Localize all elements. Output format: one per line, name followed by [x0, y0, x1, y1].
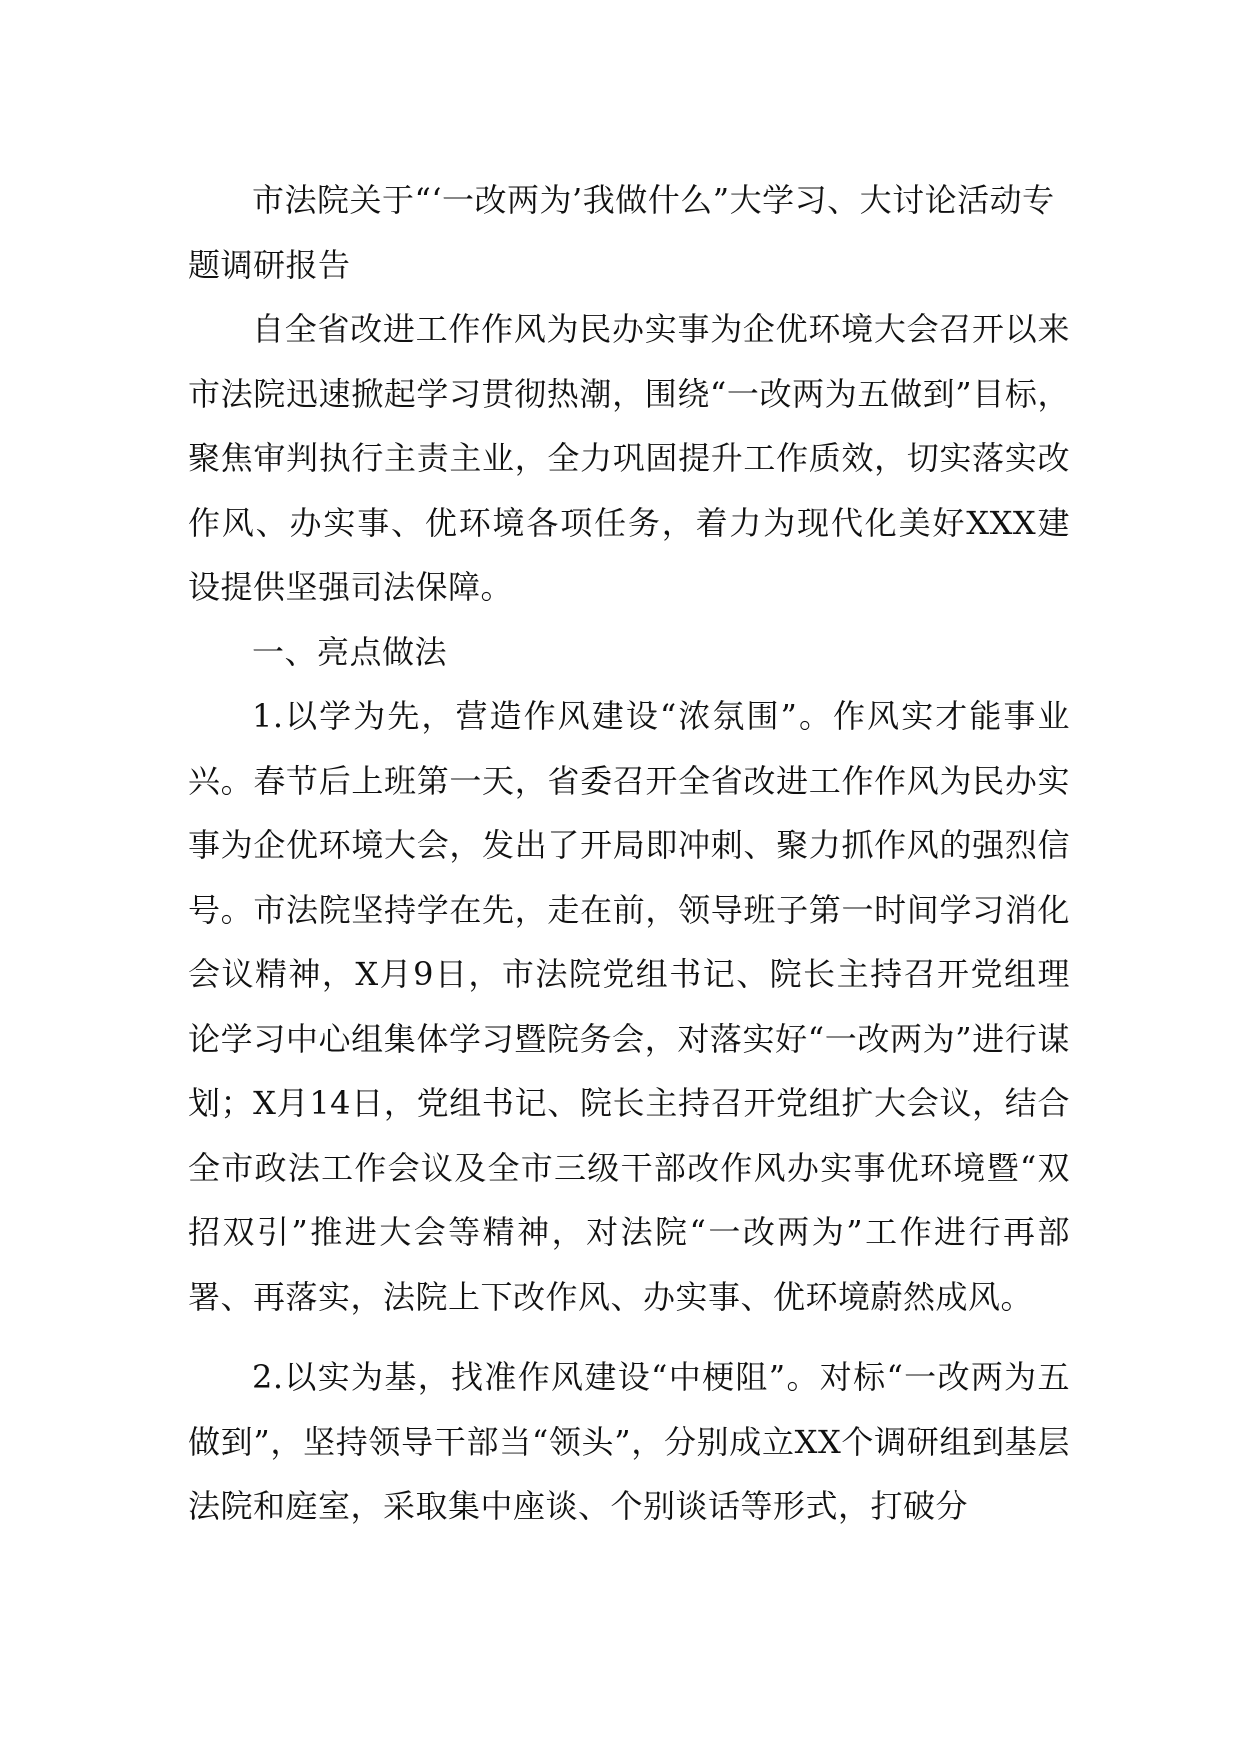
paragraph-gap — [188, 1329, 1070, 1345]
section-heading: 一、亮点做法 — [252, 632, 448, 671]
body-paragraph-2: 2.以实为基，找准作风建设“中梗阻”。对标“一改两为五做到”，坚持领导干部当“领头”，分别成立XX个调研组到基层法院和庭室，采取集中座谈、个别谈话等形式，打破分 — [188, 1358, 1070, 1525]
intro-paragraph: 自全省改进工作作风为民办实事为企优环境大会召开以来市法院迅速掀起学习贯彻热潮，围绕“一改两为五做到”目标，聚焦审判执行主责主业，全力巩固提升工作质效，切实落实改作风、办实事、优环境各项任务，着力为现代化美好XXX建设提供坚强司法保障。 — [188, 310, 1070, 606]
document-title: 市法院关于“‘一改两为’我做什么”大学习、大讨论活动专题调研报告 — [188, 181, 1055, 284]
body-paragraph-1: 1.以学为先，营造作风建设“浓氛围”。作风实才能事业兴。春节后上班第一天，省委召开全省改进工作作风为民办实事为企优环境大会，发出了开局即冲刺、聚力抓作风的强烈信号。市法院坚持学在先，走在前，领导班子第一时间学习消化会议精神，X月9日，市法院党组书记、院长主持召开党组理论学习中心组集体学习暨院务会，对落实好“一改两为”进行谋划；X月14日，党组书记、院长主持召开党组扩大会议，结合全市政法工作会议及全市三级干部改作风办实事优环境暨“双招双引”推进大会等精神，对法院“一改两为”工作进行再部署、再落实，法院上下改作风、办实事、优环境蔚然成风。 — [188, 697, 1070, 1316]
document-body — [188, 168, 1070, 1539]
